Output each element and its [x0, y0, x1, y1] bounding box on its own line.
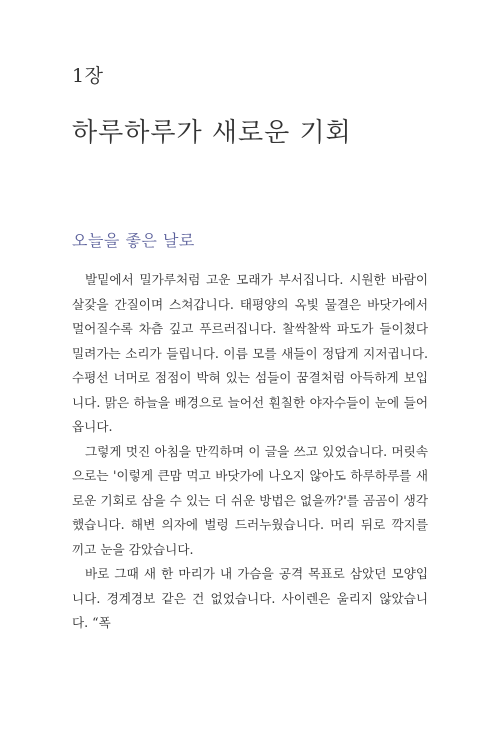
paragraph: 바로 그때 새 한 마리가 내 가슴을 공격 목표로 삼았던 모양입니다. 경계경보 같은 건 없었습니다. 사이렌은 울리지 않았습니다. “폭 [72, 566, 428, 630]
paragraph: 발밑에서 밀가루처럼 고운 모래가 부서집니다. 시원한 바람이 살갗을 간질이며 스쳐갑니다. 태평양의 옥빛 물결은 바닷가에서 멀어질수록 차츰 깊고 푸르러집니다. 찰싹찰싹 파도가 들이쳤다 밀려가는 소리가 들립니다. 이름 모를 새들이 정답게 지저귑니다. 수평선 너머로 점점이 박혀 있는 섬들이 꿈결처럼 아득하게 보입니다. 맑은 하늘을 배경으로 늘어선 훤칠한 야자수들이 눈에 들어옵니다. [72, 272, 428, 434]
paragraph: 그렇게 멋진 아침을 만끽하며 이 글을 쓰고 있었습니다. 머릿속으로는 '이렇게 큰맘 먹고 바닷가에 나오지 않아도 하루하루를 새로운 기회로 삼을 수 있는 더 쉬운 방법은 없을까?'를 곰곰이 생각했습니다. 해변 의자에 벌렁 드러누웠습니다. 머리 뒤로 깍지를 끼고 눈을 감았습니다. [72, 443, 428, 557]
chapter-title: 하루하루가 새로운 기회 [72, 118, 352, 148]
section-title: 오늘을 좋은 날로 [72, 231, 195, 250]
body-text [72, 268, 428, 636]
chapter-label: 1장 [72, 65, 104, 87]
